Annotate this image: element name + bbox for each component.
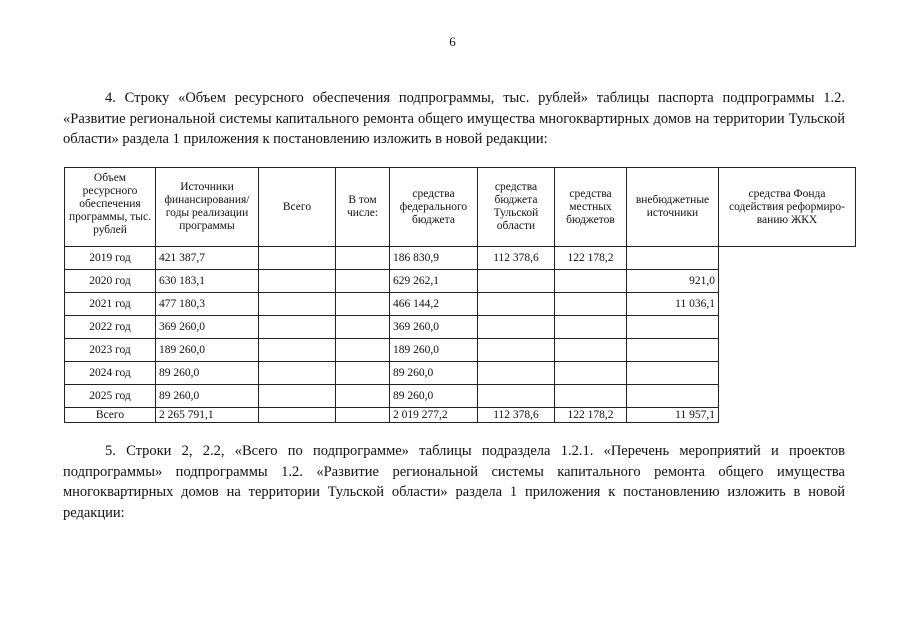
header-including: В том числе: bbox=[336, 168, 390, 247]
table-header-row bbox=[65, 168, 856, 247]
cell-fund bbox=[627, 339, 719, 362]
cell-fund: 11 036,1 bbox=[627, 293, 719, 316]
table-row bbox=[65, 385, 856, 408]
cell-local bbox=[478, 316, 555, 339]
table-row bbox=[65, 362, 856, 385]
cell-local: 112 378,6 bbox=[478, 408, 555, 423]
header-local: средства местных бюджетов bbox=[555, 168, 627, 247]
cell-federal bbox=[336, 339, 390, 362]
cell-fund: 921,0 bbox=[627, 270, 719, 293]
cell-year: 2025 год bbox=[65, 385, 156, 408]
cell-regional: 189 260,0 bbox=[390, 339, 478, 362]
cell-year: 2023 год bbox=[65, 339, 156, 362]
table-row bbox=[65, 293, 856, 316]
header-sources: Источники финансирования/ годы реализации программы bbox=[156, 168, 259, 247]
header-regional: средства бюджета Тульской области bbox=[478, 168, 555, 247]
cell-regional: 2 019 277,2 bbox=[390, 408, 478, 423]
cell-extra: 122 178,2 bbox=[555, 408, 627, 423]
cell-extra bbox=[555, 362, 627, 385]
table-row bbox=[65, 339, 856, 362]
cell-fund: 11 957,1 bbox=[627, 408, 719, 423]
cell-federal bbox=[336, 293, 390, 316]
cell-total: 630 183,1 bbox=[156, 270, 259, 293]
table-row bbox=[65, 270, 856, 293]
cell-total-label: Всего bbox=[65, 408, 156, 423]
table-row bbox=[65, 316, 856, 339]
cell-including bbox=[259, 247, 336, 270]
cell-regional: 466 144,2 bbox=[390, 293, 478, 316]
cell-regional: 89 260,0 bbox=[390, 362, 478, 385]
cell-local bbox=[478, 362, 555, 385]
cell-federal bbox=[336, 385, 390, 408]
header-extrabudget: внебюджетные источники bbox=[627, 168, 719, 247]
cell-including bbox=[259, 362, 336, 385]
cell-total: 477 180,3 bbox=[156, 293, 259, 316]
table-row bbox=[65, 247, 856, 270]
header-total: Всего bbox=[259, 168, 336, 247]
cell-extra bbox=[555, 270, 627, 293]
cell-extra bbox=[555, 293, 627, 316]
header-fund: средства Фонда содействия реформиро-ванию ЖКХ bbox=[719, 168, 856, 247]
page-number: 6 bbox=[449, 34, 456, 49]
cell-year: 2022 год bbox=[65, 316, 156, 339]
cell-total: 2 265 791,1 bbox=[156, 408, 259, 423]
cell-local bbox=[478, 270, 555, 293]
cell-including bbox=[259, 408, 336, 423]
paragraph-5: 5. Строки 2, 2.2, «Всего по подпрограмме» таблицы подраздела 1.2.1. «Перечень мероприятий и проектов подпрограммы» подпрограммы 1.2. «Развитие региональной системы капитального ремонта общего имущества многоквартирных домов на территории Тульской области» раздела 1 приложения к постановлению изложить в новой редакции: bbox=[63, 443, 845, 521]
header-volume: Объем ресурсного обеспечения программы, тыс. рублей bbox=[65, 168, 156, 247]
cell-local bbox=[478, 385, 555, 408]
table-total-row bbox=[65, 408, 856, 423]
paragraph-4: 4. Строку «Объем ресурсного обеспечения подпрограммы, тыс. рублей» таблицы паспорта подпрограммы 1.2. «Развитие региональной системы капитального ремонта общего имущества многоквартирных домов на территории Тульской области» раздела 1 приложения к постановлению изложить в новой редакции: bbox=[63, 90, 845, 147]
cell-year: 2020 год bbox=[65, 270, 156, 293]
cell-extra bbox=[555, 385, 627, 408]
cell-total: 421 387,7 bbox=[156, 247, 259, 270]
cell-local bbox=[478, 339, 555, 362]
cell-including bbox=[259, 339, 336, 362]
cell-fund bbox=[627, 247, 719, 270]
cell-extra: 122 178,2 bbox=[555, 247, 627, 270]
cell-year: 2024 год bbox=[65, 362, 156, 385]
cell-total: 89 260,0 bbox=[156, 385, 259, 408]
cell-federal bbox=[336, 270, 390, 293]
resource-table bbox=[64, 167, 856, 423]
cell-regional: 629 262,1 bbox=[390, 270, 478, 293]
cell-federal bbox=[336, 408, 390, 423]
cell-total: 89 260,0 bbox=[156, 362, 259, 385]
cell-total: 189 260,0 bbox=[156, 339, 259, 362]
cell-extra bbox=[555, 339, 627, 362]
cell-year: 2019 год bbox=[65, 247, 156, 270]
cell-including bbox=[259, 270, 336, 293]
cell-regional: 186 830,9 bbox=[390, 247, 478, 270]
cell-fund bbox=[627, 385, 719, 408]
cell-including bbox=[259, 293, 336, 316]
cell-including bbox=[259, 316, 336, 339]
cell-total: 369 260,0 bbox=[156, 316, 259, 339]
cell-regional: 89 260,0 bbox=[390, 385, 478, 408]
cell-federal bbox=[336, 247, 390, 270]
cell-federal bbox=[336, 362, 390, 385]
cell-federal bbox=[336, 316, 390, 339]
cell-year: 2021 год bbox=[65, 293, 156, 316]
cell-fund bbox=[627, 316, 719, 339]
cell-extra bbox=[555, 316, 627, 339]
cell-including bbox=[259, 385, 336, 408]
header-federal: средства федерального бюджета bbox=[390, 168, 478, 247]
cell-regional: 369 260,0 bbox=[390, 316, 478, 339]
cell-local bbox=[478, 293, 555, 316]
cell-local: 112 378,6 bbox=[478, 247, 555, 270]
cell-fund bbox=[627, 362, 719, 385]
